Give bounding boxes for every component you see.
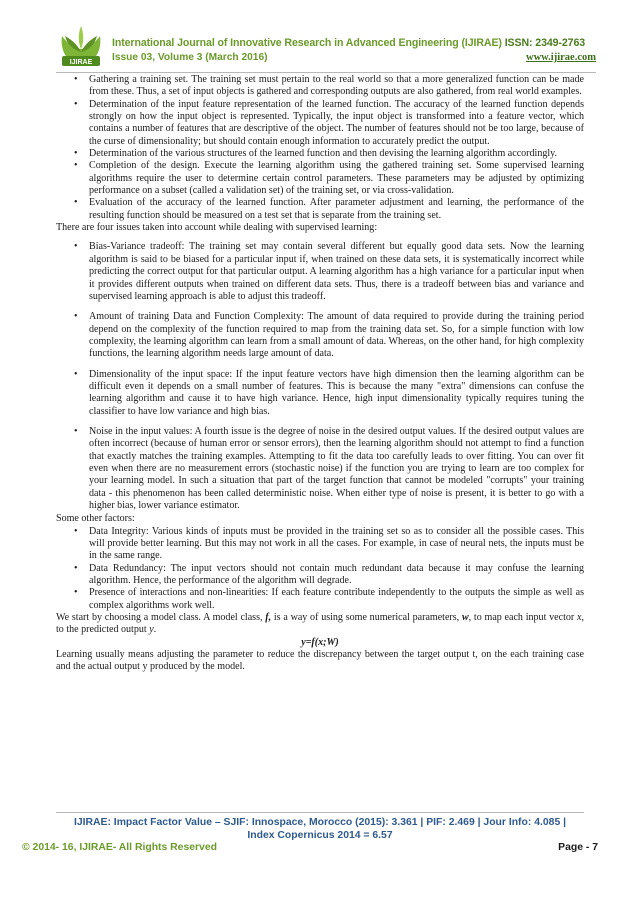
issn: ISSN: 2349-2763: [504, 37, 586, 49]
ijirae-logo: [56, 22, 106, 70]
issues-intro: There are four issues taken into account while dealing with supervised learning:: [56, 222, 378, 234]
copyright: © 2014- 16, IJIRAE- All Rights Reserved: [22, 842, 217, 853]
index-copernicus-line: Index Copernicus 2014 = 6.57: [247, 829, 393, 841]
variable-w: w: [461, 612, 469, 624]
other-factors-intro: Some other factors:: [56, 513, 135, 525]
model-equation: y=f(x;W): [301, 636, 339, 648]
page-footer: [56, 817, 584, 842]
variable-y: y: [149, 624, 154, 636]
svg-text:IJIRAE: IJIRAE: [69, 59, 93, 66]
page-body: [56, 74, 584, 674]
list-item: • Presence of interactions and non-linearities: If each feature contribute independently to the outputs the simple as well as complex algorithms work well.: [89, 587, 584, 612]
list-item: • Determination of the input feature representation of the learned function. The accuracy of the learned function depends strongly on how the input object is represented. Typically, the input object is transformed into a feature vector, which contains a number of features that are descriptive of the object. The number of features should not be too large, because of the curse of dimensionality; but should contain enough information to accurately predict the output.: [89, 99, 584, 148]
model-paragraph: We start by choosing a model class. A model class, f, is a way of using some numerical parameters, w, to map each input vector x, to the predicted output y.: [56, 612, 584, 636]
journal-url-link[interactable]: www.ijirae.com: [526, 52, 596, 63]
list-item: • Data Integrity: Various kinds of inputs must be provided in the training set so as to consider all the possible cases. This will provide better learning. But this may not work in all the cases. For example, in case of neural nets, the inputs must be in the same range.: [89, 526, 584, 563]
list-item: • Bias-Variance tradeoff: The training set may contain several different but equally good data sets. Now the learning algorithm is said to be biased for a particular input if, when trained on these data sets, it is systematically incorrect while predicting the correct output for that particular output. A learning algorithm has a high variance for a particular input when it provides different outputs when trained on different data sets. Thus, there is a tradeoff between bias and variance and supervised learning approach is able to adjust this tradeoff.: [89, 241, 584, 303]
list-item: • Data Redundancy: The input vectors should not contain much redundant data because it may confuse the learning algorithm. Hence, the performance of the algorithm will degrade.: [89, 563, 584, 588]
learning-paragraph: Learning usually means adjusting the parameter to reduce the discrepancy between the target output t, on the each training case and the actual output y produced by the model.: [56, 649, 584, 673]
header-divider: [56, 72, 596, 73]
page-header: [56, 22, 596, 72]
issue-info: Issue 03, Volume 3 (March 2016): [112, 52, 268, 63]
journal-name: International Journal of Innovative Research in Advanced Engineering (IJIRAE) ISSN: 2349-2763: [112, 37, 586, 49]
variable-x: x: [577, 612, 582, 624]
list-item: • Dimensionality of the input space: If the input feature vectors have high dimension then the learning algorithm can be difficult even it depends on a small number of features. This is because the many "extra" dimensions can confuse the learning algorithm and cause it to have high variance. Hence, high input dimensionality typically requires tuning the classifier to have low variance and high bias.: [89, 369, 584, 418]
list-item: • Determination of the various structures of the learned function and then devising the learning algorithm accordingly.: [89, 148, 584, 160]
page-number: Page - 7: [558, 842, 598, 853]
footer-divider: [56, 812, 584, 813]
list-item: • Completion of the design. Execute the learning algorithm using the gathered training set. Some supervised learning algorithms require the user to determine certain control parameters. These parameters may be adjusted by optimizing performance on a subset (called a validation set) of the training set, or via cross-validation.: [89, 160, 584, 197]
issues-list: [56, 241, 584, 512]
list-item: • Amount of training Data and Function Complexity: The amount of data required to provide during the training period depend on the complexity of the function required to map from the training data set. So, for a simple function with low complexity, the learning algorithm can learn from a small amount of data. Whereas, on the other hand, for high complexity functions, the learning algorithm needs large amount of data.: [89, 311, 584, 360]
variable-f: f,: [265, 612, 272, 624]
list-item: • Evaluation of the accuracy of the learned function. After parameter adjustment and learning, the performance of the resulting function should be measured on a test set that is separate from the training set.: [89, 197, 584, 222]
other-factors-list: [56, 526, 584, 612]
impact-factor-line: IJIRAE: Impact Factor Value – SJIF: Innospace, Morocco (2015): 3.361 | PIF: 2.469 | Jour Info: 4.085 |: [73, 817, 567, 828]
training-steps-list: [56, 74, 584, 222]
list-item: • Noise in the input values: A fourth issue is the degree of noise in the desired output values. If the desired output values are often incorrect (because of human error or sensor errors), then the learning algorithm should not attempt to find a function that exactly matches the training examples. Attempting to fit the data too carefully leads to over fitting. You can over fit even when there are no measurement errors (stochastic noise) if the function you are trying to learn are too complex for your learning model. In such a situation that part of the target function that cannot be modeled "corrupts" your training data - this phenomenon has been called deterministic noise. When either type of noise is present, it is better to go with a higher bias, lower variance estimator.: [89, 426, 584, 512]
list-item: • Gathering a training set. The training set must pertain to the real world so that a more generalized function can be made from these. Thus, a set of input objects is gathered and corresponding outputs are also gathered, from real world examples.: [89, 74, 584, 99]
